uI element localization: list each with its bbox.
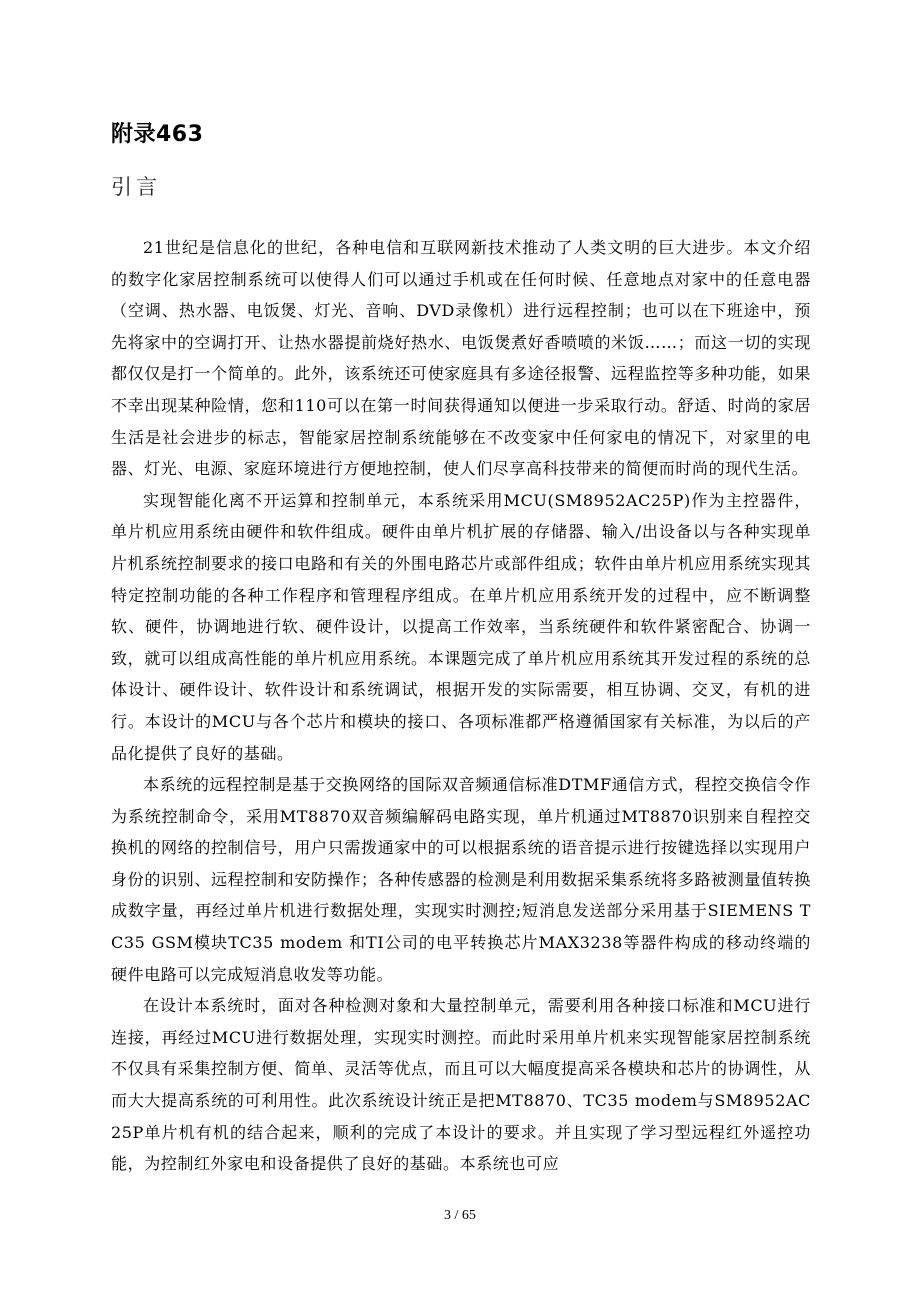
page-number: 3 / 65 [444,1208,476,1223]
body-text [111,232,811,1180]
section-title: 引言 [111,175,161,199]
paragraph-2: 实现智能化离不开运算和控制单元，本系统采用MCU(SM8952AC25P)作为主控器件，单片机应用系统由硬件和软件组成。硬件由单片机扩展的存储器、输入/出设备以与各种实现单片机系统控制要求的接口电路和有关的外围电路芯片或部件组成；软件由单片机应用系统实现其特定控制功能的各种工作程序和管理程序组成。在单片机应用系统开发的过程中，应不断调整软、硬件，协调地进行软、硬件设计，以提高工作效率，当系统硬件和软件紧密配合、协调一致，就可以组成高性能的单片机应用系统。本课题完成了单片机应用系统其开发过程的系统的总体设计、硬件设计、软件设计和系统调试，根据开发的实际需要，相互协调、交叉，有机的进行。本设计的MCU与各个芯片和模块的接口、各项标准都严格遵循国家有关标准，为以后的产品化提供了良好的基础。 [111,490,811,763]
page-content [111,118,811,1180]
appendix-title: 附录463 [111,122,204,147]
paragraph-3: 本系统的远程控制是基于交换网络的国际双音频通信标准DTMF通信方式，程控交换信令作为系统控制命令，采用MT8870双音频编解码电路实现，单片机通过MT8870识别来自程控交换机的网络的控制信号，用户只需拨通家中的可以根据系统的语音提示进行按键选择以实现用户身份的识别、远程控制和安防操作；各种传感器的检测是利用数据采集系统将多路被测量值转换成数字量，再经过单片机进行数据处理，实现实时测控;短消息发送部分采用基于SIEMENS TC35 GSM模块TC35 modem 和TI公司的电平转换芯片MAX3238等器件构成的移动终端的硬件电路可以完成短消息收发等功能。 [111,775,811,984]
paragraph-4: 在设计本系统时，面对各种检测对象和大量控制单元，需要利用各种接口标准和MCU进行连接，再经过MCU进行数据处理，实现实时测控。而此时采用单片机来实现智能家居控制系统不仅具有采集控制方便、简单、灵活等优点，而且可以大幅度提高采各模块和芯片的协调性，从而大大提高系统的可利用性。此次系统设计统正是把MT8870、TC35 modem与SM8952AC25P单片机有机的结合起来，顺利的完成了本设计的要求。并且实现了学习型远程红外遥控功能，为控制红外家电和设备提供了良好的基础。本系统也可应 [111,996,811,1174]
paragraph-1: 21世纪是信息化的世纪，各种电信和互联网新技术推动了人类文明的巨大进步。本文介绍的数字化家居控制系统可以使得人们可以通过手机或在任何时候、任意地点对家中的任意电器（空调、热水器、电饭煲、灯光、音响、DVD录像机）进行远程控制；也可以在下班途中，预先将家中的空调打开、让热水器提前烧好热水、电饭煲煮好香喷喷的米饭……；而这一切的实现都仅仅是打一个简单的。此外，该系统还可使家庭具有多途径报警、远程监控等多种功能，如果不幸出现某种险情，您和110可以在第一时间获得通知以便进一步采取行动。舒适、时尚的家居生活是社会进步的标志，智能家居控制系统能够在不改变家中任何家电的情况下，对家里的电器、灯光、电源、家庭环境进行方便地控制，使人们尽享高科技带来的简便而时尚的现代生活。 [111,238,811,479]
